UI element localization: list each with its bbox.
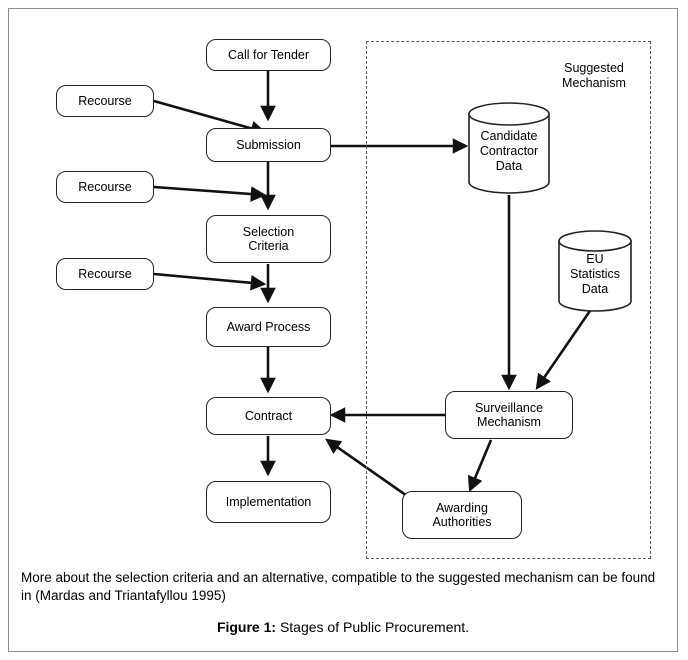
figure-caption-label: Figure 1:: [216, 619, 277, 636]
node-surveillance-mechanism[interactable]: [445, 391, 573, 439]
node-awarding-authorities-label: Awarding Authorities: [432, 500, 492, 529]
figure-frame: [8, 8, 678, 652]
node-recourse-1-label: Recourse: [78, 93, 132, 108]
node-recourse-2-label: Recourse: [78, 179, 132, 194]
node-selection-criteria-label: Selection Criteria: [242, 224, 295, 253]
datastore-candidate-contractor-data-label: Candidate Contractor Data: [479, 128, 539, 173]
figure-caption: [21, 619, 665, 635]
node-recourse-3[interactable]: [56, 258, 154, 290]
node-submission[interactable]: [206, 128, 331, 162]
node-recourse-1[interactable]: [56, 85, 154, 117]
node-implementation[interactable]: [206, 481, 331, 523]
node-award-process[interactable]: [206, 307, 331, 347]
node-call-for-tender[interactable]: [206, 39, 331, 71]
node-implementation-label: Implementation: [225, 494, 312, 509]
node-contract[interactable]: [206, 397, 331, 435]
node-call-for-tender-label: Call for Tender: [227, 47, 310, 62]
node-recourse-3-label: Recourse: [78, 266, 132, 281]
figure-note: More about the selection criteria and an alternative, compatible to the suggested mechanism can be found in (Mardas and Triantafyllou 1995): [21, 570, 656, 604]
figure-caption-text: Stages of Public Procurement.: [276, 619, 470, 636]
node-submission-label: Submission: [236, 137, 301, 152]
node-selection-criteria[interactable]: [206, 215, 331, 263]
node-awarding-authorities[interactable]: [402, 491, 522, 539]
datastore-candidate-contractor-data[interactable]: [467, 101, 551, 195]
caption-area: [9, 561, 677, 651]
datastore-eu-statistics-data-label: EU Statistics Data: [569, 251, 620, 296]
node-award-process-label: Award Process: [226, 319, 311, 334]
datastore-eu-statistics-data[interactable]: [557, 229, 633, 313]
node-surveillance-mechanism-label: Surveillance Mechanism: [474, 400, 544, 429]
node-recourse-2[interactable]: [56, 171, 154, 203]
node-contract-label: Contract: [244, 408, 293, 423]
diagram-area: [9, 9, 677, 561]
suggested-mechanism-label: Suggested Mechanism: [562, 61, 626, 90]
